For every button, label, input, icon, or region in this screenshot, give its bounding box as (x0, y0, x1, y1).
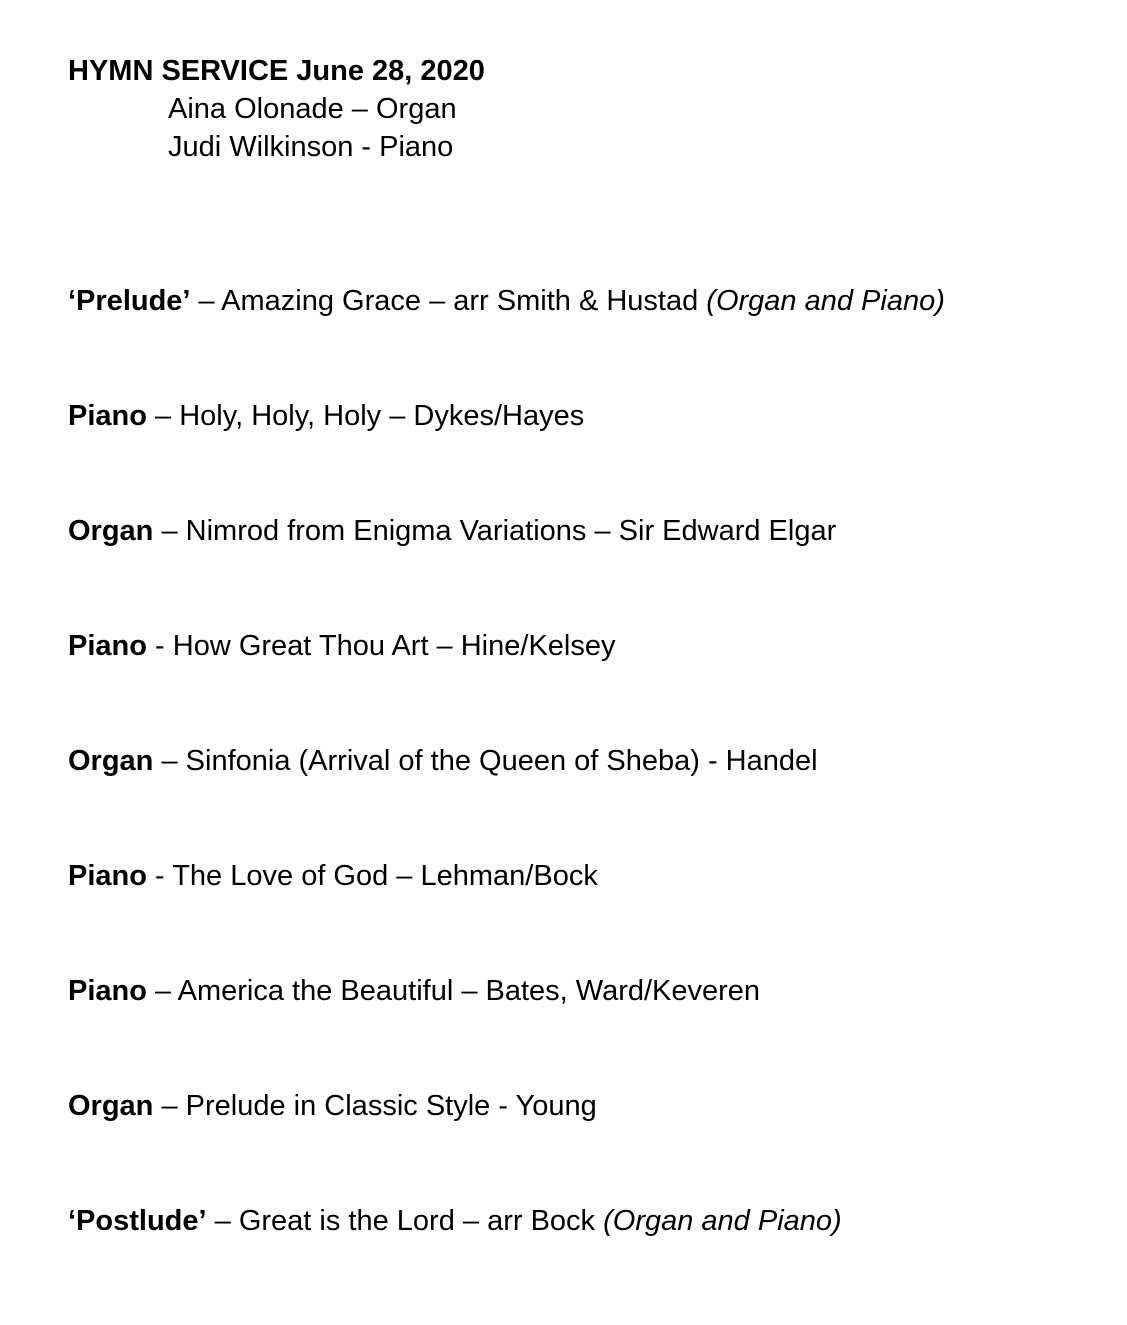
program-item-label: ‘Prelude’ (68, 285, 191, 317)
program-item-separator: – (153, 515, 186, 547)
program-item (68, 626, 1118, 666)
program-item-label: Piano (68, 860, 147, 892)
performer-piano: Judi Wilkinson - Piano (168, 131, 454, 163)
program-item-label: Piano (68, 400, 147, 432)
program-item-separator: - (146, 860, 173, 892)
program-item-text: Prelude in Classic Style - Young (185, 1090, 597, 1122)
program-item (68, 511, 1118, 551)
program-item-separator: - (146, 630, 173, 662)
program-item-label: Organ (68, 1090, 154, 1122)
program-item-label: Piano (68, 975, 147, 1007)
program-item-separator: – (153, 745, 186, 777)
program-item-text: America the Beautiful – Bates, Ward/Keveren (177, 975, 761, 1007)
program-item-text: Great is the Lord – arr Bock (238, 1205, 604, 1237)
program-item-separator: – (190, 285, 222, 317)
program-item-separator: – (206, 1205, 239, 1237)
program-item-label: ‘Postlude’ (68, 1205, 207, 1237)
program-item-note: (Organ and Piano) (706, 285, 945, 317)
program-item (68, 741, 1118, 781)
service-title: HYMN SERVICE June 28, 2020 (68, 55, 485, 87)
program-item (68, 1086, 1118, 1126)
program-item-text: How Great Thou Art – Hine/Kelsey (172, 630, 616, 662)
program-item-separator: – (146, 975, 178, 1007)
program-item (68, 971, 1118, 1011)
program-item (68, 856, 1118, 896)
program-item-postlude (68, 1201, 1118, 1241)
program-item-label: Organ (68, 745, 154, 777)
program-item-prelude (68, 281, 1118, 321)
program-item-text: Holy, Holy, Holy – Dykes/Hayes (179, 400, 585, 432)
program-item-text: The Love of God – Lehman/Bock (172, 860, 598, 892)
program-item-separator: – (146, 400, 180, 432)
program-item-separator: – (153, 1090, 186, 1122)
program-item-text: Nimrod from Enigma Variations – Sir Edward Elgar (185, 515, 837, 547)
performer-organ: Aina Olonade – Organ (168, 93, 457, 125)
program-item-text: Amazing Grace – arr Smith & Hustad (221, 285, 707, 317)
program-item-text: Sinfonia (Arrival of the Queen of Sheba) - Handel (185, 745, 818, 777)
program-item-note: (Organ and Piano) (603, 1205, 842, 1237)
program-item-label: Organ (68, 515, 154, 547)
service-header (68, 52, 1068, 166)
program-item-label: Piano (68, 630, 147, 662)
program-item (68, 396, 1118, 436)
program-list (68, 281, 1118, 1241)
